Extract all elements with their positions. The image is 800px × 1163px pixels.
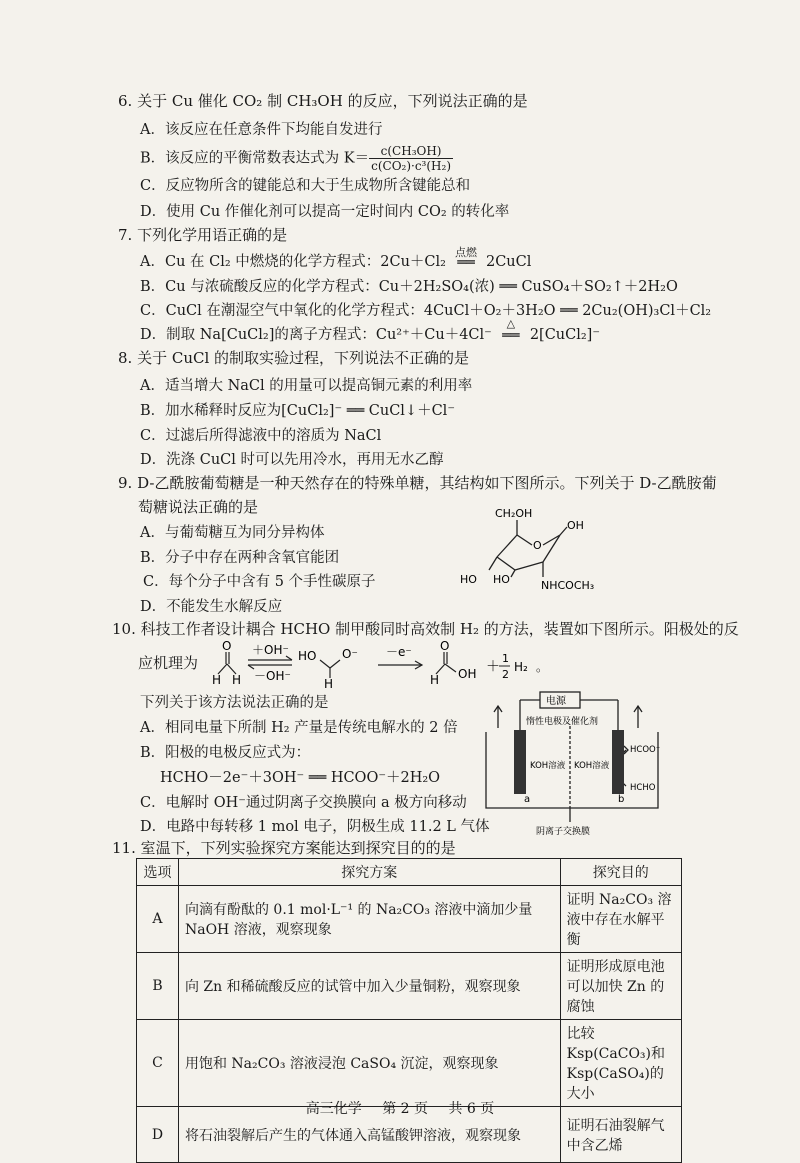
electrolysis-device bbox=[478, 690, 678, 840]
power-label: 电源 bbox=[546, 696, 566, 707]
electrode-b bbox=[612, 730, 624, 794]
row-option: B bbox=[137, 953, 179, 1020]
row-goal: 证明石油裂解气中含乙烯 bbox=[560, 1107, 681, 1163]
q9-stem-cont: 萄糖说法正确的是 bbox=[138, 498, 259, 516]
mech-plus: ＋ bbox=[486, 659, 500, 675]
mech-ho: HO bbox=[298, 649, 317, 663]
fraction-numerator: c(CH₃OH) bbox=[369, 144, 453, 159]
hcho-label: HCHO bbox=[630, 783, 656, 793]
q10-option-a: A．相同电量下所制 H₂ 产量是传统电解水的 2 倍 bbox=[140, 720, 458, 736]
q9-option-a: A．与葡萄糖互为同分异构体 bbox=[140, 525, 325, 541]
q7-option-b: B．Cu 与浓硫酸反应的化学方程式：Cu＋2H₂SO₄(浓) ══ CuSO₄＋SO₂↑＋2H₂O bbox=[140, 279, 678, 295]
mech-period: 。 bbox=[536, 660, 548, 674]
q10-option-b: B．阳极的电极反应式为： bbox=[140, 745, 311, 761]
q6-option-d: D．使用 Cu 作催化剂可以提高一定时间内 CO₂ 的转化率 bbox=[140, 204, 510, 220]
koh-right-label: KOH溶液 bbox=[574, 761, 610, 771]
q9-option-c: C．每个分子中含有 5 个手性碳原子 bbox=[143, 574, 376, 590]
q9-option-b: B．分子中存在两种含氧官能团 bbox=[140, 550, 340, 566]
q7-option-a-suffix: 2CuCl bbox=[485, 254, 532, 270]
q10-stem: 10. 科技工作者设计耦合 HCHO 制甲酸同时高效制 H₂ 的方法，装置如下图所示。阳极处的反 bbox=[112, 620, 739, 638]
q10-sub-stem: 下列关于该方法说法正确的是 bbox=[140, 695, 329, 711]
q6-option-c: C．反应物所含的键能总和大于生成物所含键能总和 bbox=[140, 178, 471, 194]
q8-stem: 8. 关于 CuCl 的制取实验过程，下列说法不正确的是 bbox=[118, 349, 470, 367]
mech-h2: H bbox=[232, 673, 242, 687]
mech-minus-oh: －OH⁻ bbox=[254, 669, 291, 683]
electrode-label: 惰性电极及催化剂 bbox=[526, 717, 599, 727]
row-option: D bbox=[137, 1107, 179, 1163]
q7-option-c: C．CuCl 在潮湿空气中氧化的化学方程式：4CuCl＋O₂＋3H₂O ══ 2Cu₂(OH)₃Cl＋Cl₂ bbox=[140, 303, 712, 319]
q7-option-a bbox=[140, 246, 532, 271]
label-ho-mid: HO bbox=[493, 573, 510, 586]
header-goal: 探究目的 bbox=[560, 859, 681, 886]
row-plan: 向滴有酚酞的 0.1 mol·L⁻¹ 的 Na₂CO₃ 溶液中滴加少量 NaOH 溶液，观察现象 bbox=[178, 886, 560, 953]
row-goal: 比较 Ksp(CaCO₃)和 Ksp(CaSO₄)的大小 bbox=[560, 1020, 681, 1107]
row-goal: 证明 Na₂CO₃ 溶液中存在水解平衡 bbox=[560, 886, 681, 953]
q8-option-d: D．洗涤 CuCl 时可以先用冷水，再用无水乙醇 bbox=[140, 452, 444, 468]
q9-option-d: D．不能发生水解反应 bbox=[140, 599, 283, 615]
fraction-denominator: c(CO₂)·c³(H₂) bbox=[371, 159, 452, 173]
mech-h2-product: H₂ bbox=[514, 660, 528, 674]
q10-option-c: C．电解时 OH⁻通过阴离子交换膜向 a 极方向移动 bbox=[140, 795, 467, 811]
anode-mechanism bbox=[208, 638, 548, 688]
header-plan: 探究方案 bbox=[178, 859, 560, 886]
label-ho-left: HO bbox=[460, 573, 477, 586]
q7-option-a-prefix: A．Cu 在 Cl₂ 中燃烧的化学方程式：2Cu＋Cl₂ bbox=[140, 254, 446, 270]
q6-option-b-prefix: B．该反应的平衡常数表达式为 K＝ bbox=[140, 150, 370, 167]
q10-option-b-equation: HCHO－2e⁻＋3OH⁻ ══ HCOO⁻＋2H₂O bbox=[160, 770, 441, 786]
reaction-arrow-heat: △ ══ bbox=[492, 328, 530, 344]
label-nhcoch3: NHCOCH₃ bbox=[541, 579, 595, 592]
row-option: C bbox=[137, 1020, 179, 1107]
mech-h1: H bbox=[212, 673, 222, 687]
q6-option-b bbox=[140, 144, 453, 173]
table-row bbox=[137, 953, 682, 1020]
q7-option-d-prefix: D．制取 Na[CuCl₂]的离子方程式：Cu²⁺＋Cu＋4Cl⁻ bbox=[140, 327, 492, 343]
table-header-row bbox=[137, 859, 682, 886]
row-plan: 用饱和 Na₂CO₃ 溶液浸泡 CaSO₄ 沉淀，观察现象 bbox=[178, 1020, 560, 1107]
footer-total: 共 6 页 bbox=[448, 1101, 495, 1117]
q7-option-d bbox=[140, 317, 600, 344]
mech-o1: O bbox=[222, 639, 232, 653]
q7-option-d-suffix: 2[CuCl₂]⁻ bbox=[529, 327, 600, 343]
table-row bbox=[137, 886, 682, 953]
hcoo-label: HCOO⁻ bbox=[630, 745, 661, 755]
mech-h4: H bbox=[430, 673, 440, 687]
equilibrium-fraction bbox=[369, 144, 453, 173]
mech-plus-oh: ＋OH⁻ bbox=[252, 643, 289, 657]
q7-stem: 7. 下列化学用语正确的是 bbox=[118, 226, 288, 244]
page-footer bbox=[0, 1098, 800, 1118]
label-ring-o: O bbox=[533, 539, 542, 552]
mech-h3: H bbox=[324, 677, 334, 688]
label-oh-top: OH bbox=[567, 519, 584, 532]
mech-half-den: 2 bbox=[502, 668, 509, 681]
n-acetylglucosamine-structure bbox=[455, 505, 615, 600]
electrode-a-label: a bbox=[524, 794, 531, 805]
mech-o2: O bbox=[440, 639, 450, 653]
row-plan: 向 Zn 和稀硫酸反应的试管中加入少量铜粉，观察现象 bbox=[178, 953, 560, 1020]
row-goal: 证明形成原电池可以加快 Zn 的腐蚀 bbox=[560, 953, 681, 1020]
mech-minus-e: －e⁻ bbox=[386, 645, 412, 659]
heat-condition: △ bbox=[506, 317, 516, 330]
table-row bbox=[137, 1020, 682, 1107]
header-option: 选项 bbox=[137, 859, 179, 886]
koh-left-label: KOH溶液 bbox=[530, 761, 566, 771]
q6-option-a: A．该反应在任意条件下均能自发进行 bbox=[140, 122, 383, 138]
footer-page: 第 2 页 bbox=[382, 1101, 428, 1117]
row-option: A bbox=[137, 886, 179, 953]
q8-option-a: A．适当增大 NaCl 的用量可以提高铜元素的利用率 bbox=[140, 378, 473, 394]
q10-option-d: D．电路中每转移 1 mol 电子，阴极生成 11.2 L 气体 bbox=[140, 819, 490, 835]
label-ch2oh: CH₂OH bbox=[495, 507, 533, 520]
electrode-a bbox=[514, 730, 526, 794]
q10-stem-cont: 应机理为 bbox=[138, 654, 199, 672]
membrane-label: 阴离子交换膜 bbox=[536, 827, 591, 837]
mech-o-minus: O⁻ bbox=[342, 647, 358, 661]
row-plan: 将石油裂解后产生的气体通入高锰酸钾溶液，观察现象 bbox=[178, 1107, 560, 1163]
reaction-arrow-ignite: 点燃 ══ bbox=[446, 255, 486, 271]
q9-stem: 9. D-乙酰胺葡萄糖是一种天然存在的特殊单糖，其结构如下图所示。下列关于 D-乙酰胺葡 bbox=[118, 474, 717, 492]
q11-stem: 11. 室温下，下列实验探究方案能达到探究目的的是 bbox=[112, 839, 456, 857]
mech-oh: OH bbox=[458, 667, 477, 681]
q8-option-c: C．过滤后所得滤液中的溶质为 NaCl bbox=[140, 428, 382, 444]
electrode-b-label: b bbox=[618, 794, 625, 805]
q6-stem: 6. 关于 Cu 催化 CO₂ 制 CH₃OH 的反应，下列说法正确的是 bbox=[118, 92, 528, 110]
electrolysis-tank bbox=[486, 732, 661, 808]
footer-subject: 高三化学 bbox=[305, 1101, 362, 1117]
ignite-condition: 点燃 bbox=[454, 246, 477, 259]
q8-option-b: B．加水稀释时反应为[CuCl₂]⁻ ══ CuCl↓＋Cl⁻ bbox=[140, 403, 455, 419]
mech-half-num: 1 bbox=[502, 652, 509, 665]
